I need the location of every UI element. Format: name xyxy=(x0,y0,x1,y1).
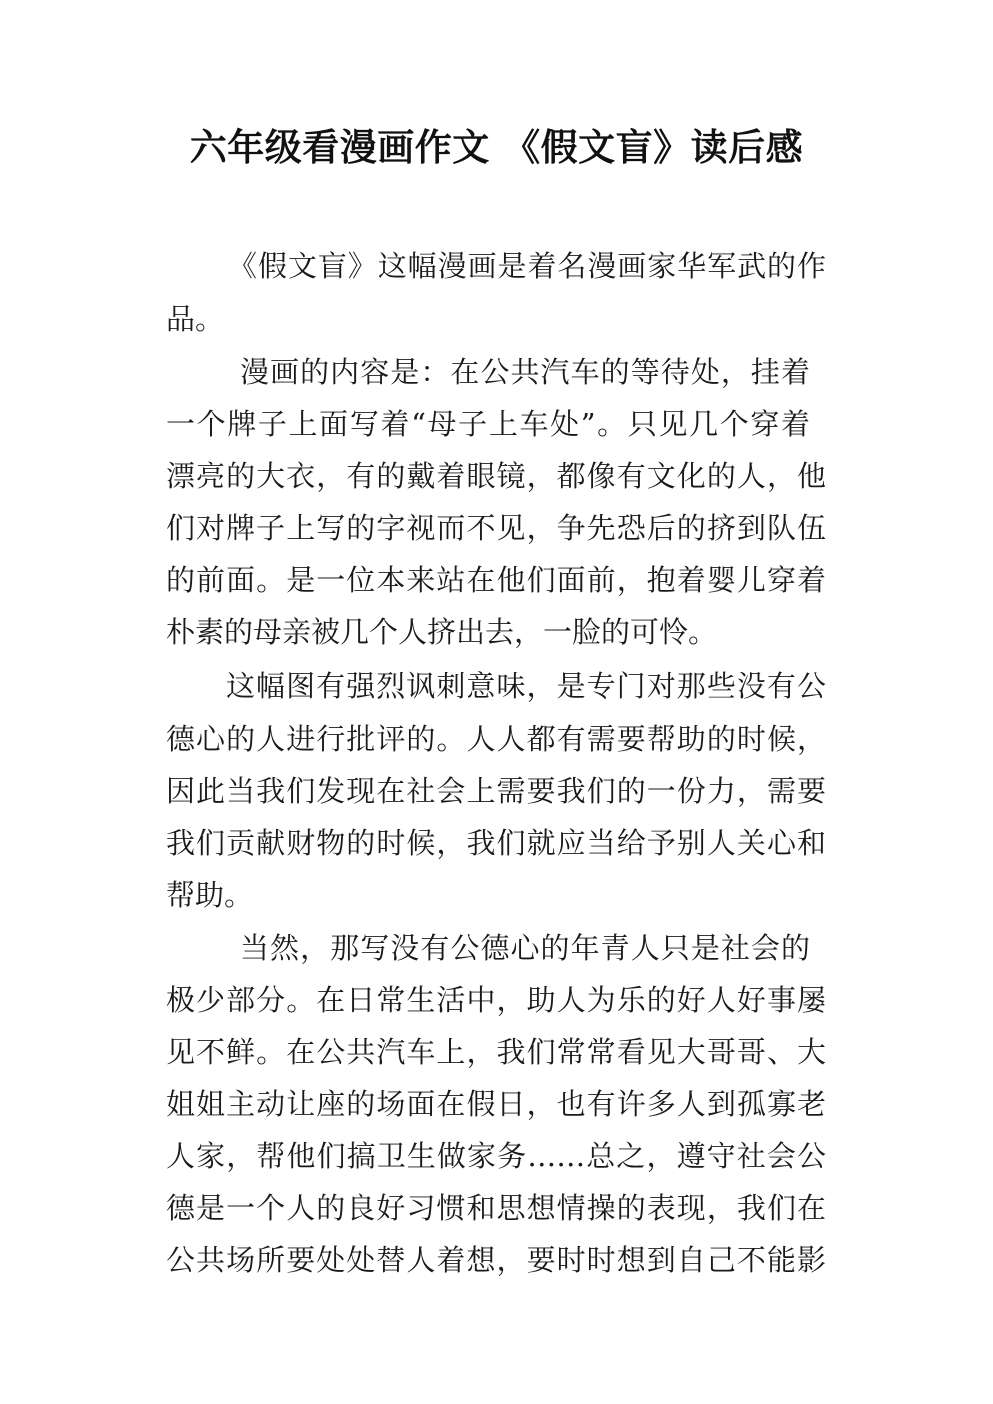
paragraph-line: 品。 xyxy=(166,302,225,336)
paragraph-line: 因此当我们发现在社会上需要我们的一份力，需要 xyxy=(166,774,826,808)
paragraph-line: 漫画的内容是：在公共汽车的等待处，挂着 xyxy=(240,355,810,389)
paragraph-line: 们对牌子上写的字视而不见，争先恐后的挤到队伍 xyxy=(166,511,826,545)
paragraph-line: 公共场所要处处替人着想，要时时想到自己不能影 xyxy=(166,1243,826,1277)
paragraph-line: 这幅图有强烈讽刺意味，是专门对那些没有公 xyxy=(226,669,826,703)
paragraph-line: 我们贡献财物的时候，我们就应当给予别人关心和 xyxy=(166,826,826,860)
paragraph-line: 姐姐主动让座的场面在假日，也有许多人到孤寡老 xyxy=(166,1087,826,1121)
paragraph-line: 见不鲜。在公共汽车上，我们常常看见大哥哥、大 xyxy=(166,1035,826,1069)
paragraph-line: 极少部分。在日常生活中，助人为乐的好人好事屡 xyxy=(166,983,826,1017)
paragraph-line: 德是一个人的良好习惯和思想情操的表现，我们在 xyxy=(166,1191,826,1225)
paragraph-line: 德心的人进行批评的。人人都有需要帮助的时候， xyxy=(166,722,826,756)
paragraph-line: 漂亮的大衣，有的戴着眼镜，都像有文化的人，他 xyxy=(166,459,826,493)
paragraph-line: 朴素的母亲被几个人挤出去，一脸的可怜。 xyxy=(166,615,718,649)
paragraph-line: 当然，那写没有公德心的年青人只是社会的 xyxy=(240,931,810,965)
paragraph-line: 《假文盲》这幅漫画是着名漫画家华军武的作 xyxy=(228,249,826,283)
paragraph-line: 一个牌子上面写着“母子上车处”。只见几个穿着 xyxy=(166,407,810,441)
document-title: 六年级看漫画作文 《假文盲》读后感 xyxy=(189,126,804,169)
paragraph-line: 帮助。 xyxy=(166,878,254,912)
paragraph-line: 的前面。是一位本来站在他们面前，抱着婴儿穿着 xyxy=(166,563,826,597)
paragraph-line: 人家，帮他们搞卫生做家务……总之，遵守社会公 xyxy=(166,1139,826,1173)
